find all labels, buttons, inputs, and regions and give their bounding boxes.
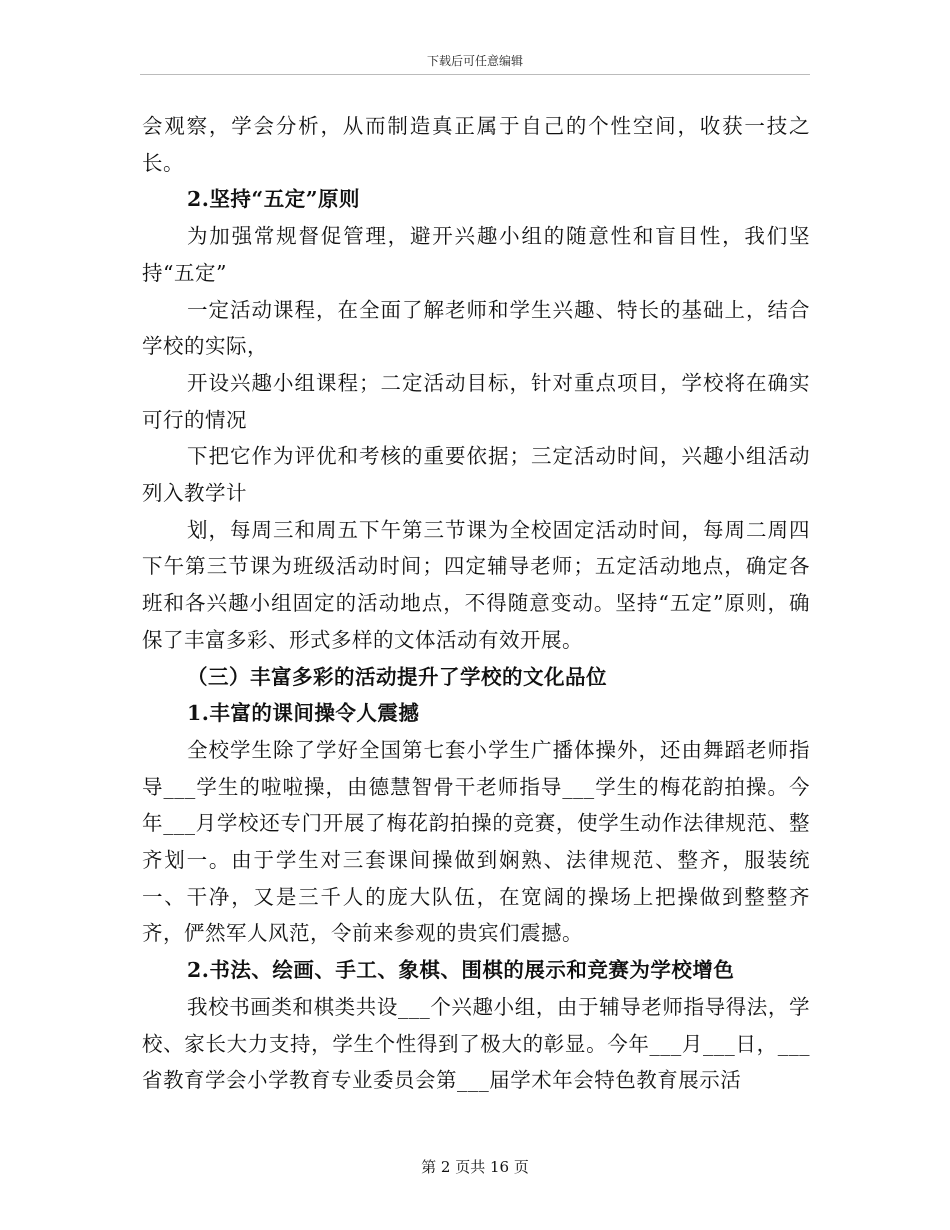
section-heading: （三）丰富多彩的活动提升了学校的文化品位 — [187, 664, 607, 689]
paragraph: 一定活动课程，在全面了解老师和学生兴趣、特长的基础上，结合学校的实际， — [142, 297, 810, 359]
section-heading: 1.丰富的课间操令人震撼 — [187, 701, 420, 726]
header-divider — [140, 74, 810, 75]
header-note: 下载后可任意编辑 — [426, 54, 523, 68]
page-number: 第 2 页共 16 页 — [421, 1158, 529, 1176]
paragraph: 开设兴趣小组课程；二定活动目标，针对重点项目，学校将在确实可行的情况 — [142, 370, 810, 432]
document-body — [142, 108, 810, 1099]
paragraph: 划，每周三和周五下午第三节课为全校固定活动时间，每周二周四下午第三节课为班级活动时间；四定辅导老师；五定活动地点，确定各班和各兴趣小组固定的活动地点，不得随意变动。坚持“五定”原则，确保了丰富多彩、形式多样的文体活动有效开展。 — [142, 517, 810, 652]
paragraph: 我校书画类和棋类共设___个兴趣小组，由于辅导老师指导得法，学校、家长大力支持，学生个性得到了极大的彰显。今年___月___日，___省教育学会小学教育专业委员会第___届学术年会特色教育展示活 — [142, 994, 810, 1093]
section-heading: 2.坚持“五定”原则 — [187, 187, 360, 212]
section-heading: 2.书法、绘画、手工、象棋、围棋的展示和竞赛为学校增色 — [187, 958, 735, 983]
paragraph: 会观察，学会分析，从而制造真正属于自己的个性空间，收获一技之长。 — [142, 114, 810, 175]
paragraph: 为加强常规督促管理，避开兴趣小组的随意性和盲目性，我们坚持“五定” — [142, 224, 810, 285]
paragraph: 全校学生除了学好全国第七套小学生广播体操外，还由舞蹈老师指导___学生的啦啦操，由德慧智骨干老师指导___学生的梅花韵拍操。今年___月学校还专门开展了梅花韵拍操的竞赛，使学生动作法律规范、整齐划一。由于学生对三套课间操做到娴熟、法律规范、整齐，服装统一、干净，又是三千人的庞大队伍，在宽阔的操场上把操做到整整齐齐，俨然军人风范，令前来参观的贵宾们震撼。 — [142, 737, 810, 946]
paragraph: 下把它作为评优和考核的重要依据；三定活动时间，兴趣小组活动列入教学计 — [142, 444, 810, 506]
